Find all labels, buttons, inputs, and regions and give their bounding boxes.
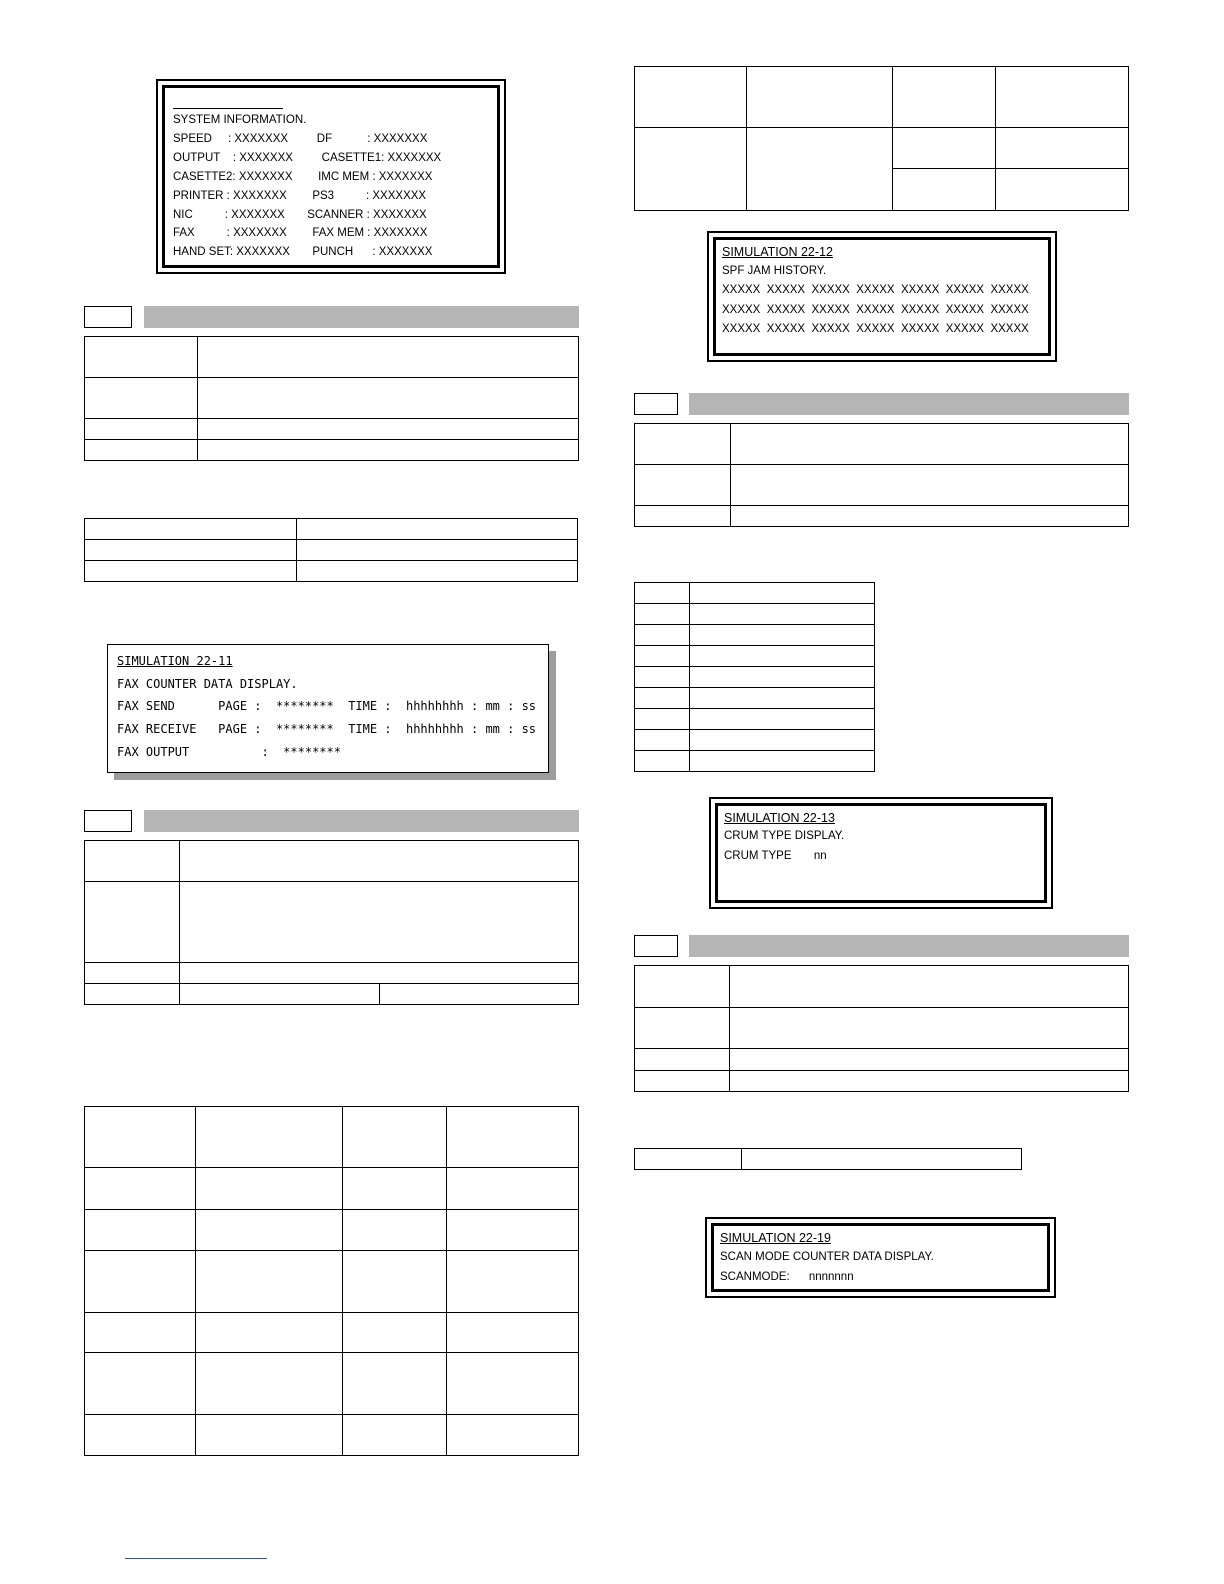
- display-line-2: SCAN MODE COUNTER DATA DISPLAY.: [720, 1251, 934, 1263]
- system-info-line-4: CASETTE2: XXXXXXX IMC MEM : XXXXXXX: [173, 171, 433, 183]
- simulation-22-19-display: [705, 1217, 1056, 1298]
- display-title: SIMULATION 22-19: [720, 1231, 831, 1245]
- description-table: [84, 840, 579, 1005]
- section-header-bar: [689, 393, 1129, 415]
- display-line-2: SPF JAM HISTORY.: [722, 265, 827, 277]
- display-title: SIMULATION 22-12: [722, 245, 833, 259]
- section-number-box: [84, 810, 132, 832]
- system-info-line-3: OUTPUT : XXXXXXX CASETTE1: XXXXXXX: [173, 152, 442, 164]
- section-number-box: [634, 935, 678, 957]
- system-info-line-7: FAX : XXXXXXX FAX MEM : XXXXXXX: [173, 227, 428, 239]
- display-line-3: SCANMODE: nnnnnnn: [720, 1271, 854, 1283]
- simulation-22-12-display: [707, 231, 1057, 362]
- simulation-22-11-display: [107, 644, 549, 773]
- display-title: SIMULATION 22-11: [117, 654, 233, 668]
- system-information-display: [156, 79, 506, 274]
- system-info-line-1: SYSTEM INFORMATION.: [173, 114, 307, 126]
- description-table: [634, 423, 1129, 527]
- title-rule: [173, 108, 283, 109]
- data-table: [634, 582, 875, 772]
- display-line-2: FAX COUNTER DATA DISPLAY.: [117, 677, 298, 691]
- simulation-22-13-display: [709, 797, 1053, 909]
- display-title: SIMULATION 22-13: [724, 811, 835, 825]
- display-line-4: XXXXX XXXXX XXXXX XXXXX XXXXX XXXXX XXXXX: [722, 304, 1029, 316]
- section-number-box: [84, 306, 132, 328]
- data-table: [84, 1106, 579, 1456]
- system-info-line-5: PRINTER : XXXXXXX PS3 : XXXXXXX: [173, 190, 427, 202]
- system-info-line-6: NIC : XXXXXXX SCANNER : XXXXXXX: [173, 209, 427, 221]
- footer-link-rule: [125, 1558, 267, 1559]
- data-table: [634, 1148, 1022, 1170]
- description-table: [84, 336, 579, 461]
- display-line-2: CRUM TYPE DISPLAY.: [724, 830, 845, 842]
- section-header-bar: [689, 935, 1129, 957]
- display-line-3: FAX SEND PAGE : ******** TIME : hhhhhhhh : mm : ss: [117, 699, 537, 713]
- description-table: [634, 965, 1129, 1092]
- display-line-5: FAX OUTPUT : ********: [117, 745, 341, 759]
- display-line-3: CRUM TYPE nn: [724, 850, 827, 862]
- data-table: [84, 518, 578, 582]
- system-info-line-8: HAND SET: XXXXXXX PUNCH : XXXXXXX: [173, 246, 433, 258]
- section-header-bar: [144, 306, 579, 328]
- display-line-5: XXXXX XXXXX XXXXX XXXXX XXXXX XXXXX XXXXX: [722, 323, 1029, 335]
- display-line-4: FAX RECEIVE PAGE : ******** TIME : hhhhhhhh : mm : ss: [117, 722, 537, 736]
- display-line-3: XXXXX XXXXX XXXXX XXXXX XXXXX XXXXX XXXXX: [722, 284, 1029, 296]
- data-table: [634, 66, 1129, 211]
- section-header-bar: [144, 810, 579, 832]
- system-info-line-2: SPEED : XXXXXXX DF : XXXXXXX: [173, 133, 428, 145]
- section-number-box: [634, 393, 678, 415]
